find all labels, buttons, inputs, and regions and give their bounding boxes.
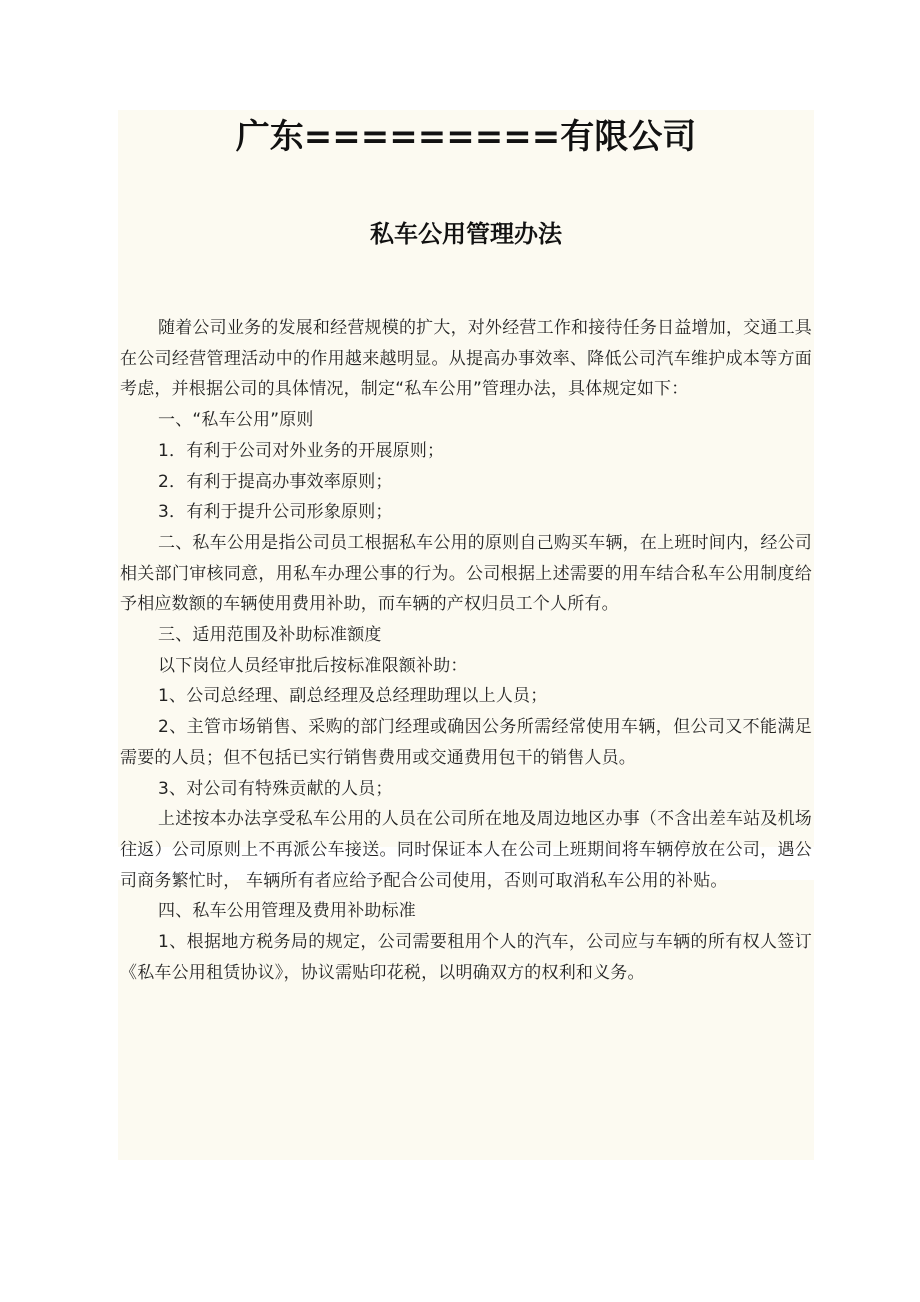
- list-item: 1、根据地方税务局的规定，公司需要租用个人的汽车，公司应与车辆的所有权人签订《私车公用租赁协议》，协议需贴印花税，以明确双方的权利和义务。: [120, 932, 812, 983]
- document-body: [120, 313, 812, 988]
- intro-paragraph: 随着公司业务的发展和经营规模的扩大，对外经营工作和接待任务日益增加，交通工具在公司经营管理活动中的作用越来越明显。从提高办事效率、降低公司汽车维护成本等方面考虑，并根据公司的具体情况，制定“私车公用”管理办法，具体规定如下：: [120, 318, 812, 400]
- body-paragraph: 上述按本办法享受私车公用的人员在公司所在地及周边地区办事（不含出差车站及机场往返）公司原则上不再派公车接送。同时保证本人在公司上班期间将车辆停放在公司，遇公司商务繁忙时， 车辆所有者应给予配合公司使用，否则可取消私车公用的补贴。: [120, 809, 812, 891]
- list-item: 2．有利于提高办事效率原则；: [158, 471, 393, 492]
- list-item: 3、对公司有特殊贡献的人员；: [158, 778, 393, 799]
- section-heading: 三、适用范围及补助标准额度: [158, 625, 382, 646]
- section-heading: 一、“私车公用”原则: [158, 410, 314, 431]
- section-heading: 四、私车公用管理及费用补助标准: [158, 901, 416, 922]
- company-title: 广东=========有限公司: [235, 117, 697, 157]
- list-item: 1、公司总经理、副总经理及总经理助理以上人员；: [158, 686, 548, 707]
- body-paragraph: 以下岗位人员经审批后按标准限额补助：: [158, 655, 468, 676]
- list-item: 1．有利于公司对外业务的开展原则；: [158, 440, 445, 461]
- list-item: 2、主管市场销售、采购的部门经理或确因公务所需经常使用车辆，但公司又不能满足需要的人员；但不包括已实行销售费用或交通费用包干的销售人员。: [120, 717, 812, 768]
- section-paragraph: 二、私车公用是指公司员工根据私车公用的原则自己购买车辆，在上班时间内，经公司相关部门审核同意，用私车办理公事的行为。公司根据上述需要的用车结合私车公用制度给予相应数额的车辆使用费用补助，而车辆的产权归员工个人所有。: [120, 532, 812, 615]
- list-item: 3．有利于提升公司形象原则；: [158, 502, 393, 523]
- document-subtitle: 私车公用管理办法: [370, 220, 562, 248]
